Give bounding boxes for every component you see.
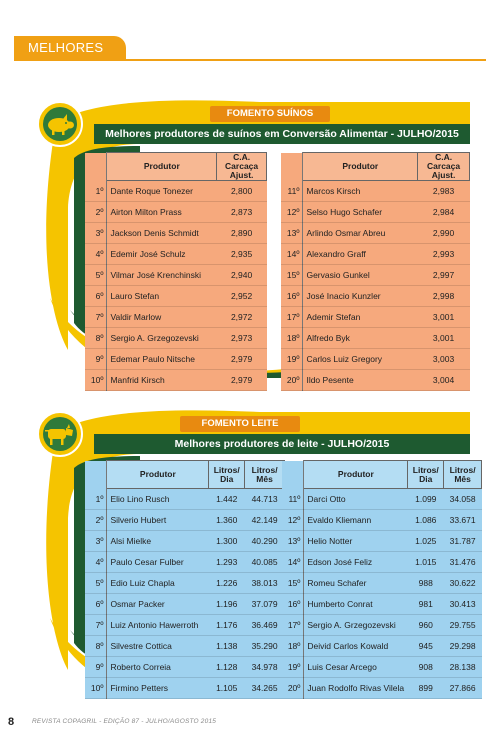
producer-name-cell: Firmino Petters	[107, 678, 209, 699]
litros-dia-cell: 1.176	[209, 615, 245, 636]
rank-cell: 18º	[281, 328, 303, 349]
litros-dia-cell: 899	[408, 678, 444, 699]
rank-cell: 12º	[281, 202, 303, 223]
litros-dia-cell: 1.105	[209, 678, 245, 699]
table-row	[281, 223, 470, 244]
producer-name-cell: Elio Lino Rusch	[107, 489, 209, 510]
rank-cell: 20º	[281, 370, 303, 391]
producer-name-cell: Ademir Stefan	[303, 307, 418, 328]
table-row	[85, 573, 285, 594]
table-row	[281, 307, 470, 328]
table-row	[282, 657, 482, 678]
litros-mes-cell: 29.755	[444, 615, 482, 636]
rank-cell: 7º	[85, 307, 107, 328]
leite-table-left	[85, 460, 285, 699]
rank-cell: 17º	[282, 615, 304, 636]
rank-cell: 4º	[85, 244, 107, 265]
producer-name-cell: Sergio A. Grzegozevski	[304, 615, 408, 636]
producer-name-cell: Lauro Stefan	[107, 286, 217, 307]
leite-table-right	[282, 460, 482, 699]
ca-carcaca-cell: 2,997	[418, 265, 470, 286]
producer-name-cell: Selso Hugo Schafer	[303, 202, 418, 223]
ca-carcaca-cell: 3,003	[418, 349, 470, 370]
litros-mes-cell: 40.290	[245, 531, 285, 552]
table-row	[85, 202, 267, 223]
producer-name-cell: Vilmar José Krenchinski	[107, 265, 217, 286]
producer-name-cell: Romeu Schafer	[304, 573, 408, 594]
litros-dia-cell: 1.196	[209, 594, 245, 615]
ca-carcaca-cell: 3,001	[418, 307, 470, 328]
litros-mes-cell: 29.298	[444, 636, 482, 657]
table-row	[85, 265, 267, 286]
table-row	[85, 223, 267, 244]
litros-mes-cell: 31.787	[444, 531, 482, 552]
table-row	[85, 636, 285, 657]
producer-name-cell: Alfredo Byk	[303, 328, 418, 349]
producer-name-cell: Edio Luiz Chapla	[107, 573, 209, 594]
litros-dia-cell: 1.025	[408, 531, 444, 552]
table-row	[281, 265, 470, 286]
rank-cell: 6º	[85, 594, 107, 615]
producer-name-cell: Marcos Kirsch	[303, 181, 418, 202]
footer-publication: REVISTA COPAGRIL - EDIÇÃO 87 - JULHO/AGOSTO 2015	[32, 718, 217, 725]
producer-name-cell: Silvestre Cottica	[107, 636, 209, 657]
producer-name-cell: Deivid Carlos Kowald	[304, 636, 408, 657]
litros-dia-cell: 988	[408, 573, 444, 594]
rank-cell: 17º	[281, 307, 303, 328]
rank-cell: 5º	[85, 265, 107, 286]
litros-mes-cell: 35.290	[245, 636, 285, 657]
litros-dia-cell: 1.128	[209, 657, 245, 678]
column-header-produtor: Produtor	[107, 153, 217, 181]
suinos-label: FOMENTO SUÍNOS	[210, 106, 330, 122]
column-header-produtor: Produtor	[107, 461, 209, 489]
column-header-litros-dia: Litros/ Dia	[408, 461, 444, 489]
ca-carcaca-cell: 2,984	[418, 202, 470, 223]
producer-name-cell: Carlos Luiz Gregory	[303, 349, 418, 370]
ca-carcaca-cell: 2,890	[217, 223, 267, 244]
table-row	[281, 181, 470, 202]
rank-cell: 15º	[282, 573, 304, 594]
rank-cell: 12º	[282, 510, 304, 531]
table-row	[85, 286, 267, 307]
producer-name-cell: Valdir Marlow	[107, 307, 217, 328]
rank-cell: 3º	[85, 531, 107, 552]
producer-name-cell: Ildo Pesente	[303, 370, 418, 391]
rank-cell: 11º	[282, 489, 304, 510]
rank-cell: 2º	[85, 202, 107, 223]
litros-dia-cell: 908	[408, 657, 444, 678]
producer-name-cell: Alsi Mielke	[107, 531, 209, 552]
table-row	[282, 636, 482, 657]
table-row	[85, 370, 267, 391]
producer-name-cell: Osmar Packer	[107, 594, 209, 615]
producer-name-cell: Darci Otto	[304, 489, 408, 510]
rank-cell: 18º	[282, 636, 304, 657]
producer-name-cell: Luiz Antonio Hawerroth	[107, 615, 209, 636]
producer-name-cell: Edemir José Schulz	[107, 244, 217, 265]
suinos-table-right	[281, 152, 470, 391]
table-row	[281, 286, 470, 307]
ca-carcaca-cell: 2,979	[217, 370, 267, 391]
producer-name-cell: Evaldo Kliemann	[304, 510, 408, 531]
producer-name-cell: José Inacio Kunzler	[303, 286, 418, 307]
table-row	[282, 594, 482, 615]
producer-name-cell: Silverio Hubert	[107, 510, 209, 531]
page-number: 8	[8, 716, 15, 728]
producer-name-cell: Manfrid Kirsch	[107, 370, 217, 391]
producer-name-cell: Edemar Paulo Nitsche	[107, 349, 217, 370]
rank-cell: 1º	[85, 489, 107, 510]
rank-cell: 16º	[282, 594, 304, 615]
litros-dia-cell: 1.099	[408, 489, 444, 510]
litros-mes-cell: 37.079	[245, 594, 285, 615]
ca-carcaca-cell: 3,001	[418, 328, 470, 349]
section-tab: MELHORES	[14, 36, 126, 60]
table-row	[281, 244, 470, 265]
ca-carcaca-cell: 2,873	[217, 202, 267, 223]
table-row	[85, 307, 267, 328]
rank-cell: 15º	[281, 265, 303, 286]
leite-section	[30, 398, 476, 698]
column-header-litros-mes: Litros/ Mês	[245, 461, 285, 489]
table-row	[85, 678, 285, 699]
producer-name-cell: Helio Notter	[304, 531, 408, 552]
table-row	[85, 181, 267, 202]
column-header-ca-carcaca: C.A. Carcaça Ajust.	[418, 153, 470, 181]
rank-cell: 11º	[281, 181, 303, 202]
litros-dia-cell: 1.138	[209, 636, 245, 657]
column-header-litros-mes: Litros/ Mês	[444, 461, 482, 489]
litros-mes-cell: 30.413	[444, 594, 482, 615]
table-row	[281, 328, 470, 349]
table-row	[85, 489, 285, 510]
rank-cell: 6º	[85, 286, 107, 307]
column-header-produtor: Produtor	[304, 461, 408, 489]
litros-mes-cell: 40.085	[245, 552, 285, 573]
litros-mes-cell: 30.622	[444, 573, 482, 594]
ca-carcaca-cell: 2,800	[217, 181, 267, 202]
table-row	[85, 349, 267, 370]
producer-name-cell: Edson José Feliz	[304, 552, 408, 573]
litros-dia-cell: 1.442	[209, 489, 245, 510]
table-row	[282, 489, 482, 510]
producer-name-cell: Airton Milton Prass	[107, 202, 217, 223]
rank-cell: 10º	[85, 370, 107, 391]
litros-mes-cell: 42.149	[245, 510, 285, 531]
litros-mes-cell: 28.138	[444, 657, 482, 678]
rank-cell: 2º	[85, 510, 107, 531]
producer-name-cell: Juan Rodolfo Rivas Vilela	[304, 678, 408, 699]
table-row	[85, 615, 285, 636]
rank-cell: 8º	[85, 328, 107, 349]
producer-name-cell: Sergio A. Grzegozevski	[107, 328, 217, 349]
litros-dia-cell: 1.226	[209, 573, 245, 594]
column-header-litros-dia: Litros/ Dia	[209, 461, 245, 489]
ca-carcaca-cell: 2,972	[217, 307, 267, 328]
rank-cell: 10º	[85, 678, 107, 699]
ca-carcaca-cell: 2,952	[217, 286, 267, 307]
column-header-ca-carcaca: C.A. Carcaça Ajust.	[217, 153, 267, 181]
rank-cell: 13º	[281, 223, 303, 244]
table-row	[85, 552, 285, 573]
litros-dia-cell: 1.086	[408, 510, 444, 531]
table-row	[281, 370, 470, 391]
litros-dia-cell: 1.015	[408, 552, 444, 573]
suinos-table-left	[85, 152, 267, 391]
ca-carcaca-cell: 2,973	[217, 328, 267, 349]
table-row	[282, 678, 482, 699]
producer-name-cell: Humberto Conrat	[304, 594, 408, 615]
producer-name-cell: Alexandro Graff	[303, 244, 418, 265]
producer-name-cell: Roberto Correia	[107, 657, 209, 678]
producer-name-cell: Paulo Cesar Fulber	[107, 552, 209, 573]
rank-cell: 13º	[282, 531, 304, 552]
litros-mes-cell: 38.013	[245, 573, 285, 594]
rank-cell: 9º	[85, 657, 107, 678]
table-row	[85, 594, 285, 615]
rank-cell: 5º	[85, 573, 107, 594]
litros-mes-cell: 44.713	[245, 489, 285, 510]
table-row	[281, 349, 470, 370]
ca-carcaca-cell: 2,935	[217, 244, 267, 265]
cow-icon	[45, 423, 75, 445]
table-row	[85, 657, 285, 678]
table-row	[85, 244, 267, 265]
rank-cell: 9º	[85, 349, 107, 370]
rank-cell: 8º	[85, 636, 107, 657]
suinos-section	[30, 88, 470, 385]
litros-dia-cell: 981	[408, 594, 444, 615]
producer-name-cell: Arlindo Osmar Abreu	[303, 223, 418, 244]
table-row	[85, 328, 267, 349]
litros-dia-cell: 1.300	[209, 531, 245, 552]
litros-mes-cell: 27.866	[444, 678, 482, 699]
ca-carcaca-cell: 2,993	[418, 244, 470, 265]
litros-mes-cell: 33.671	[444, 510, 482, 531]
litros-dia-cell: 945	[408, 636, 444, 657]
litros-mes-cell: 31.476	[444, 552, 482, 573]
litros-mes-cell: 34.265	[245, 678, 285, 699]
rank-cell: 20º	[282, 678, 304, 699]
producer-name-cell: Luis Cesar Arcego	[304, 657, 408, 678]
table-row	[282, 552, 482, 573]
leite-label: FOMENTO LEITE	[180, 416, 300, 432]
table-row	[282, 510, 482, 531]
leite-title: Melhores produtores de leite - JULHO/2015	[94, 434, 470, 454]
litros-mes-cell: 36.469	[245, 615, 285, 636]
litros-mes-cell: 34.978	[245, 657, 285, 678]
rank-cell: 1º	[85, 181, 107, 202]
table-row	[85, 531, 285, 552]
rank-cell: 19º	[282, 657, 304, 678]
rank-cell: 4º	[85, 552, 107, 573]
producer-name-cell: Jackson Denis Schmidt	[107, 223, 217, 244]
ca-carcaca-cell: 2,990	[418, 223, 470, 244]
column-header-produtor: Produtor	[303, 153, 418, 181]
rank-cell: 16º	[281, 286, 303, 307]
ca-carcaca-cell: 2,940	[217, 265, 267, 286]
litros-dia-cell: 1.293	[209, 552, 245, 573]
litros-dia-cell: 1.360	[209, 510, 245, 531]
producer-name-cell: Gervasio Gunkel	[303, 265, 418, 286]
litros-dia-cell: 960	[408, 615, 444, 636]
table-row	[85, 510, 285, 531]
producer-name-cell: Dante Roque Tonezer	[107, 181, 217, 202]
rank-cell: 7º	[85, 615, 107, 636]
litros-mes-cell: 34.058	[444, 489, 482, 510]
table-row	[282, 573, 482, 594]
rank-cell: 14º	[281, 244, 303, 265]
table-row	[281, 202, 470, 223]
ca-carcaca-cell: 2,979	[217, 349, 267, 370]
suinos-title: Melhores produtores de suínos em Conversão Alimentar - JULHO/2015	[94, 124, 470, 144]
rank-cell: 19º	[281, 349, 303, 370]
ca-carcaca-cell: 3,004	[418, 370, 470, 391]
rank-cell: 14º	[282, 552, 304, 573]
header-rule	[14, 59, 486, 61]
ca-carcaca-cell: 2,998	[418, 286, 470, 307]
ca-carcaca-cell: 2,983	[418, 181, 470, 202]
pig-icon	[45, 113, 75, 135]
rank-cell: 3º	[85, 223, 107, 244]
table-row	[282, 615, 482, 636]
table-row	[282, 531, 482, 552]
